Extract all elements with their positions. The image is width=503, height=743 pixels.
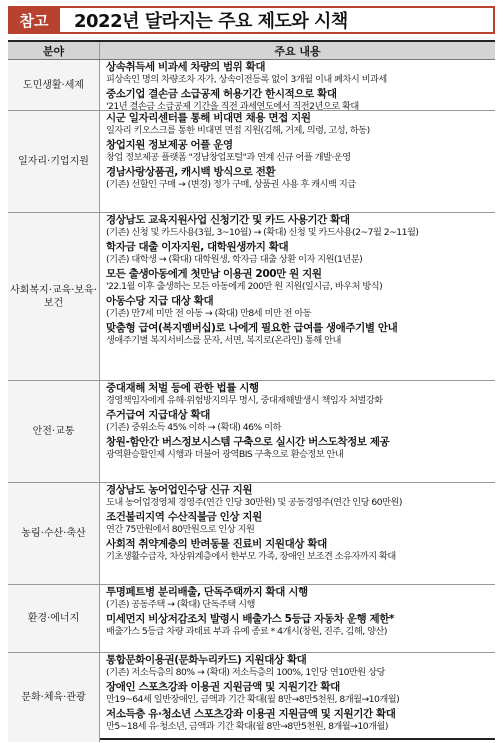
policy-item [106,241,491,266]
table-row [8,653,495,742]
category-cell: 농림·수산·축산 [8,483,100,584]
policy-item-title: 조건불리지역 수산직불금 인상 지원 [106,511,262,523]
content-cell [100,585,495,652]
policy-item-description: 배출가스 5등급 차량 과태료 부과 유예 종료 * 4개시(창원, 진주, 김해, 양산) [106,626,387,637]
policy-item [106,613,491,638]
policy-item-title: 투명페트병 분리배출, 단독주택까지 확대 시행 [106,586,308,598]
policy-item-title: 모든 출생아동에게 첫만남 이용권 200만 원 지원 [106,268,322,280]
policy-item-description: 피상속인 명의 차량조차 자가, 상속이전등록 없이 3개월 이내 폐차시 비과세 [106,74,387,85]
column-header-content: 주요 내용 [274,44,321,58]
policy-item-title: 중소기업 결손금 소급공제 허용기간 한시적으로 확대 [106,88,337,100]
content-cell [100,483,495,584]
policy-item [106,382,491,407]
category-cell: 도민생활·세제 [8,60,100,110]
table-row [8,111,495,213]
policy-item-title: 장애인 스포츠강좌 이용권 지원금액 및 지원기간 확대 [106,681,340,693]
content-cell [100,60,495,110]
policy-item-description: 생애주기별 복지서비스를 문자, 서면, 복지로(온라인) 통해 안내 [106,335,341,346]
table-body [8,60,495,742]
policy-item-description: '22.1월 이후 출생하는 모든 아동에게 200만 원 지원(일시금, 바우처 방식) [106,281,383,292]
policy-item-description: (기존) 공동주택 → (확대) 단독주택 시행 [106,599,255,610]
table-row [8,213,495,381]
policy-item [106,295,491,320]
content-cell [100,381,495,482]
category-cell: 환경·에너지 [8,585,100,652]
policy-item-title: 아동수당 지급 대상 확대 [106,295,214,307]
policy-item [106,484,491,509]
table-row [8,60,495,111]
policy-item-description: (기존) 선할인 구매 → (변경) 정가 구매, 상품권 사용 후 캐시백 지급 [106,179,356,190]
category-cell: 일자리·기업지원 [8,111,100,212]
policy-item [106,409,491,434]
document-header [8,6,495,34]
policy-table [8,40,495,740]
policy-item-description: (기존) 신청 및 카드사용(3월, 3~10월) → (확대) 신청 및 카드사용(2~7월 2~11월) [106,227,419,238]
column-header-category: 분야 [8,42,100,59]
policy-item-description: 만5~18세 유·청소년, 금액과 기간 확대(월 8만→8만5천원, 8개월→10개월) [106,721,388,732]
policy-item-description: 기초생활수급자, 차상위계층에서 한부모 가족, 장애인 보조견 소유자까지 확대 [106,551,396,562]
policy-item [106,436,491,461]
policy-item-title: 사회적 취약계층의 반려동물 진료비 지원대상 확대 [106,538,327,550]
policy-item [106,166,491,191]
policy-item-description: 경영책임자에게 유해·위험방지의무 명시, 중대재해발생시 책임자 처벌강화 [106,395,383,406]
policy-item-title: 창원-함안간 버스정보시스템 구축으로 실시간 버스도착정보 제공 [106,436,390,448]
policy-item [106,708,491,733]
policy-item-description: (기존) 저소득층의 80% → (확대) 저소득층의 100%, 1인당 연10만원 상당 [106,667,385,678]
policy-item [106,511,491,536]
policy-item-description: (기존) 만7세 미만 전 아동 → (확대) 만8세 미만 전 아동 [106,308,312,319]
policy-item [106,681,491,706]
policy-item-title: 중대재해 처벌 등에 관한 법률 시행 [106,382,259,394]
page-title: 2022년 달라지는 주요 제도와 시책 [60,6,495,34]
table-header [8,42,495,60]
table-row [8,381,495,483]
content-cell [100,653,495,742]
category-cell: 문화·체육·관광 [8,653,100,742]
policy-item-description: 연간 75만원에서 80만원으로 인상 지원 [106,524,255,535]
policy-item [106,268,491,293]
policy-item-title: 미세먼지 비상저감조치 발령시 배출가스 5등급 자동차 운행 제한* [106,613,395,625]
policy-item-description: 만19~64세 일반장애인, 금액과 기간 확대(월 8만→8만5천원, 8개월→10개월) [106,694,400,705]
policy-item [106,586,491,611]
policy-item-description: 도내 농어업경영체 경영주(연간 인당 30만원) 및 공동경영주(연간 인당 60만원) [106,497,402,508]
policy-item-description: 창업 정보제공 플랫폼 "경남창업포털"과 연계 신규 어플 개발·운영 [106,152,351,163]
policy-item-title: 창업지원 정보제공 어플 운영 [106,139,233,151]
policy-item-description: (기존) 대학생 → (확대) 대학원생, 학자금 대출 상환 이자 지원(1년분) [106,254,363,265]
table-row [8,585,495,653]
policy-item-title: 시군 일자리센터를 통해 비대면 채용 면접 지원 [106,112,311,124]
policy-item-description: 일자리 키오스크를 통한 비대면 면접 지원(김해, 거제, 의령, 고성, 하동) [106,125,370,136]
policy-item [106,61,491,86]
category-cell: 사회복지·교육·보육·보건 [8,213,100,380]
policy-item-title: 경상남도 농어업인수당 신규 지원 [106,484,253,496]
policy-item-description: 광역환승할인제 시행과 더불어 광역BIS 구축으로 환승정보 안내 [106,449,344,460]
policy-item-title: 맞춤형 급여(복지멤버십)로 나에게 필요한 급여를 생애주기별 안내 [106,322,398,334]
policy-item [106,139,491,164]
policy-item-title: 경남사랑상품권, 캐시백 방식으로 전환 [106,166,276,178]
policy-item-title: 통합문화이용권(문화누리카드) 지원대상 확대 [106,654,307,666]
policy-item [106,88,491,110]
policy-item [106,654,491,679]
reference-badge: 참고 [8,6,60,34]
policy-item-title: 저소득층 유·청소년 스포츠강좌 이용권 지원금액 및 지원기간 확대 [106,708,396,720]
policy-item-description: (기존) 중위소득 45% 이하 → (확대) 46% 이하 [106,422,281,433]
policy-item [106,538,491,563]
policy-item [106,112,491,137]
policy-item-description: '21년 결손금 소급공제 기간을 직전 과세연도에서 직전2년으로 확대 [106,101,359,110]
table-row [8,483,495,585]
content-cell [100,213,495,380]
category-cell: 안전·교통 [8,381,100,482]
policy-item [106,214,491,239]
policy-item-title: 주거급여 지급대상 확대 [106,409,210,421]
policy-item-title: 경상남도 교육지원사업 신청기간 및 카드 사용기간 확대 [106,214,350,226]
policy-item [106,322,491,347]
policy-item-title: 상속취득세 비과세 차량의 범위 확대 [106,61,266,73]
content-cell [100,111,495,212]
policy-item-title: 학자금 대출 이자지원, 대학원생까지 확대 [106,241,289,253]
